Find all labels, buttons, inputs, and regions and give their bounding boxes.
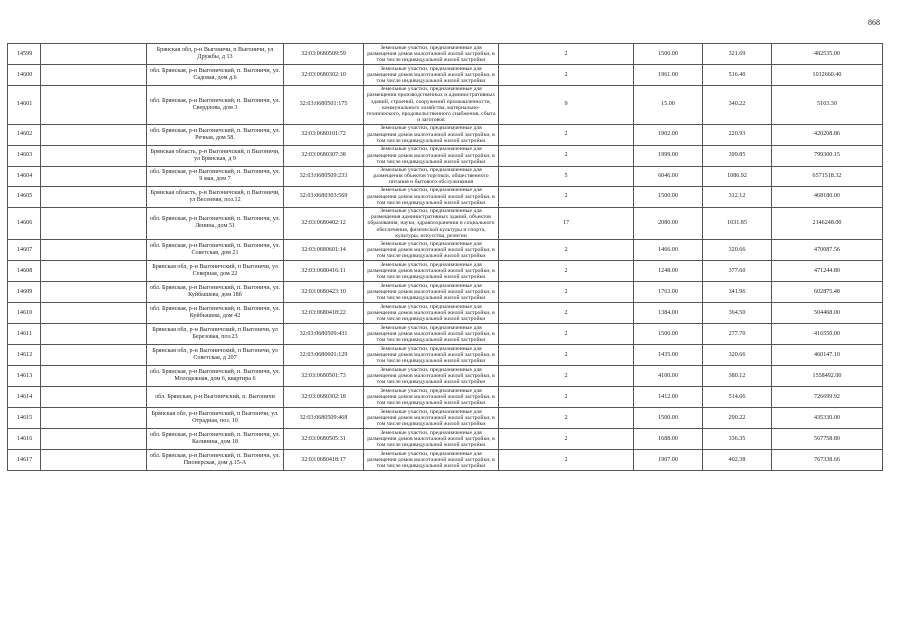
address-cell: обл. Брянская, р-н Выгоничский, п. Выгоничи, ул. Пионерская, дом д.15-А [147,450,284,471]
unit-price-cell: 340.22 [703,86,772,125]
row-number-cell: 14610 [8,303,41,324]
address-cell: обл. Брянская, р-н Выгоничский, п. Выгоничи, ул. Речная, дом 58. [147,124,284,145]
cadastral-value-cell: 460147.10 [772,345,883,366]
cadastral-value-cell: 602875.48 [772,282,883,303]
unit-price-cell: 377.60 [703,261,772,282]
cadastral-value-cell: 482535.00 [772,44,883,65]
area-cell: 1435.00 [634,345,703,366]
table-row [8,166,883,186]
row-number-cell: 14609 [8,282,41,303]
cadastral-number-cell: 32:03:0680302:18 [284,387,364,408]
row-number-cell: 14612 [8,345,41,366]
row-number-cell: 14614 [8,387,41,408]
cadastral-value-cell: 1012660.40 [772,65,883,86]
address-cell: обл. Брянская, р-н Выгоничский, п. Выгоничи, ул. Свердлова, дом 3 [147,86,284,125]
group-cell: 2 [499,345,634,366]
cadastral-number-cell: 32:03:0680307:38 [284,145,364,166]
area-cell: 2080.00 [634,207,703,239]
cadastral-number-cell: 32:03:0680501:73 [284,366,364,387]
table-row [8,186,883,207]
table-row [8,408,883,429]
unit-price-cell: 516.40 [703,65,772,86]
blank-cell [41,366,147,387]
table-row [8,387,883,408]
table-body [8,44,883,471]
cadastral-value-cell: 435330.00 [772,408,883,429]
blank-cell [41,207,147,239]
address-cell: обл. Брянская, р-н Выгоничский, п. Выгоничи, ул. Ленина, дом 51 [147,207,284,239]
unit-price-cell: 380.12 [703,366,772,387]
table-row [8,282,883,303]
cadastral-number-cell: 32:03:0680509:431 [284,324,364,345]
land-use-cell: Земельные участки, предназначенные для размещения домов малоэтажной жилой застройки, в том числе индивидуальной жилой застройки [364,387,499,408]
table-row [8,450,883,471]
unit-price-cell: 1086.92 [703,166,772,186]
cadastral-value-cell: 420208.86 [772,124,883,145]
address-cell: Брянская обл, р-н Выгоничи, п Выгоничи, ул Дружбы, д 13 [147,44,284,65]
row-number-cell: 14607 [8,240,41,261]
cadastral-number-cell: 32:03:0680302:10 [284,65,364,86]
group-cell: 2 [499,366,634,387]
table-row [8,345,883,366]
address-cell: Брянская обл, р-н Выгоничский, п Выгоничи, ул Северная, дом 22 [147,261,284,282]
address-cell: обл. Брянская, р-н Выгоничский, п. Выгоничи, ул. Куйбышева, дом 42 [147,303,284,324]
blank-cell [41,166,147,186]
table-row [8,261,883,282]
land-use-cell: Земельные участки, предназначенные для размещения домов малоэтажной жилой застройки, в том числе индивидуальной жилой застройки [364,240,499,261]
table-row [8,124,883,145]
cadastral-value-cell: 471244.80 [772,261,883,282]
area-cell: 1907.00 [634,450,703,471]
blank-cell [41,240,147,261]
address-cell: Брянская область, р-н Выгоничский, п Выгоничи, ул Брянская, д 9 [147,145,284,166]
blank-cell [41,303,147,324]
table-row [8,303,883,324]
land-use-cell: Земельные участки, предназначенные для размещения объектов торговли, общественного питания и бытового обслуживания [364,166,499,186]
blank-cell [41,387,147,408]
blank-cell [41,44,147,65]
row-number-cell: 14611 [8,324,41,345]
row-number-cell: 14606 [8,207,41,239]
blank-cell [41,145,147,166]
blank-cell [41,408,147,429]
group-cell: 2 [499,324,634,345]
land-use-cell: Земельные участки, предназначенные для размещения домов малоэтажной жилой застройки, в том числе индивидуальной жилой застройки [364,145,499,166]
row-number-cell: 14601 [8,86,41,125]
address-cell: обл. Брянская, р-н Выгоничский, п. Выгоничи [147,387,284,408]
cadastral-value-cell: 2146248.00 [772,207,883,239]
cadastral-number-cell: 32:03:0680505:31 [284,429,364,450]
area-cell: 1466.00 [634,240,703,261]
row-number-cell: 14603 [8,145,41,166]
area-cell: 1902.00 [634,124,703,145]
address-cell: обл. Брянская, р-н Выгоничский, п. Выгоничи, ул. 9 мая, дом 7 [147,166,284,186]
area-cell: 1688.00 [634,429,703,450]
area-cell: 1500.00 [634,408,703,429]
row-number-cell: 14615 [8,408,41,429]
area-cell: 1500.00 [634,44,703,65]
unit-price-cell: 364.50 [703,303,772,324]
cadastral-number-cell: 32:03:0680601:129 [284,345,364,366]
cadastral-value-cell: 799300.15 [772,145,883,166]
address-cell: Брянская обл, р-н Выгоничский, п Выгоничи, ул Советская, д 207 [147,345,284,366]
blank-cell [41,450,147,471]
cadastral-value-cell: 6571518.32 [772,166,883,186]
land-use-cell: Земельные участки, предназначенные для размещения домов малоэтажной жилой застройки, в том числе индивидуальной жилой застройки [364,303,499,324]
unit-price-cell: 1031.85 [703,207,772,239]
group-cell: 5 [499,166,634,186]
cadastral-number-cell: 32:03:0680501:175 [284,86,364,125]
blank-cell [41,86,147,125]
group-cell: 2 [499,186,634,207]
land-use-cell: Земельные участки, предназначенные для размещения домов малоэтажной жилой застройки, в том числе индивидуальной жилой застройки [364,429,499,450]
row-number-cell: 14604 [8,166,41,186]
row-number-cell: 14613 [8,366,41,387]
area-cell: 6046.00 [634,166,703,186]
group-cell: 17 [499,207,634,239]
group-cell: 2 [499,240,634,261]
unit-price-cell: 341.96 [703,282,772,303]
unit-price-cell: 220.93 [703,124,772,145]
area-cell: 1412.00 [634,387,703,408]
group-cell: 2 [499,124,634,145]
area-cell: 1248.00 [634,261,703,282]
cadastral-number-cell: 32:03:0680418:22 [284,303,364,324]
group-cell: 2 [499,303,634,324]
row-number-cell: 14617 [8,450,41,471]
cadastral-value-cell: 468180.00 [772,186,883,207]
table-row [8,429,883,450]
cadastral-value-table [7,43,883,471]
land-use-cell: Земельные участки, предназначенные для размещения домов малоэтажной жилой застройки, в том числе индивидуальной жилой застройки [364,261,499,282]
row-number-cell: 14608 [8,261,41,282]
area-cell: 1763.00 [634,282,703,303]
cadastral-value-cell: 416550.00 [772,324,883,345]
unit-price-cell: 402.38 [703,450,772,471]
table-row [8,207,883,239]
address-cell: обл. Брянская, р-н Выгоничский, п. Выгоничи, ул. Советская, дом 21 [147,240,284,261]
group-cell: 2 [499,450,634,471]
row-number-cell: 14616 [8,429,41,450]
address-cell: обл. Брянская, р-н Выгоничский, п. Выгоничи, ул. Калинина, дом 18 [147,429,284,450]
group-cell: 2 [499,282,634,303]
area-cell: 1500.00 [634,186,703,207]
area-cell: 1500.00 [634,324,703,345]
cadastral-number-cell: 32:03:0680402:12 [284,207,364,239]
blank-cell [41,261,147,282]
land-use-cell: Земельные участки, предназначенные для размещения домов малоэтажной жилой застройки, в том числе индивидуальной жилой застройки [364,124,499,145]
group-cell: 2 [499,408,634,429]
land-use-cell: Земельные участки, предназначенные для размещения домов малоэтажной жилой застройки, в том числе индивидуальной жилой застройки [364,366,499,387]
table-row [8,324,883,345]
address-cell: Брянская обл, р-н Выгоничский, п Выгоничи, ул. Отрадная, поз. 10 [147,408,284,429]
area-cell: 1961.00 [634,65,703,86]
blank-cell [41,345,147,366]
address-cell: Брянская обл, р-н Выгоничский, п Выгоничи, ул Березовая, поз.23 [147,324,284,345]
cadastral-number-cell: 32:03:0680416:11 [284,261,364,282]
unit-price-cell: 320.66 [703,240,772,261]
cadastral-number-cell: 32:03:0680509:468 [284,408,364,429]
group-cell: 2 [499,44,634,65]
cadastral-value-cell: 470087.56 [772,240,883,261]
table-row [8,145,883,166]
address-cell: обл. Брянская, р-н Выгоничский, п. Выгоничи, ул. Садовая, дом д.6 [147,65,284,86]
unit-price-cell: 514.66 [703,387,772,408]
land-use-cell: Земельные участки, предназначенные для размещения домов малоэтажной жилой застройки, в том числе индивидуальной жилой застройки [364,65,499,86]
area-cell: 4100.00 [634,366,703,387]
unit-price-cell: 321.69 [703,44,772,65]
cadastral-value-cell: 567758.80 [772,429,883,450]
blank-cell [41,429,147,450]
table-row [8,86,883,125]
unit-price-cell: 312.12 [703,186,772,207]
land-use-cell: Земельные участки, предназначенные для размещения домов малоэтажной жилой застройки, в том числе индивидуальной жилой застройки [364,345,499,366]
blank-cell [41,282,147,303]
group-cell: 9 [499,86,634,125]
row-number-cell: 14600 [8,65,41,86]
land-use-cell: Земельные участки, предназначенные для размещения домов малоэтажной жилой застройки, в том числе индивидуальной жилой застройки [364,282,499,303]
cadastral-number-cell: 32:03:0680509:59 [284,44,364,65]
land-use-cell: Земельные участки, предназначенные для размещения домов малоэтажной жилой застройки, в том числе индивидуальной жилой застройки [364,324,499,345]
group-cell: 2 [499,65,634,86]
page-number: 868 [868,18,880,27]
group-cell: 2 [499,429,634,450]
land-use-cell: Земельные участки, предназначенные для размещения домов малоэтажной жилой застройки, в том числе индивидуальной жилой застройки [364,450,499,471]
table-row [8,44,883,65]
unit-price-cell: 290.22 [703,408,772,429]
blank-cell [41,65,147,86]
blank-cell [41,186,147,207]
cadastral-number-cell: 32:03:0680303:569 [284,186,364,207]
row-number-cell: 14602 [8,124,41,145]
address-cell: обл. Брянская, р-н Выгоничский, п. Выгоничи, ул. Молодежная, дом 6, квартира 6 [147,366,284,387]
cadastral-value-cell: 504468.00 [772,303,883,324]
row-number-cell: 14605 [8,186,41,207]
group-cell: 2 [499,145,634,166]
area-cell: 15.00 [634,86,703,125]
cadastral-value-cell: 5103.30 [772,86,883,125]
unit-price-cell: 399.85 [703,145,772,166]
unit-price-cell: 277.70 [703,324,772,345]
cadastral-number-cell: 32:03:0680101:72 [284,124,364,145]
unit-price-cell: 320.66 [703,345,772,366]
blank-cell [41,324,147,345]
land-use-cell: Земельные участки, предназначенные для размещения административных зданий, объектов образования, науки, здравоохранения и социального обеспечения, физической культуры и спорта, культуры, искусства, религии [364,207,499,239]
area-cell: 1999.00 [634,145,703,166]
group-cell: 2 [499,261,634,282]
land-use-cell: Земельные участки, предназначенные для размещения производственных и административных зданий, строений, сооружений промышленности, коммунального хозяйства, материально-технического, продовольственного снабжения, сбыта и заготовок [364,86,499,125]
cadastral-value-cell: 767338.66 [772,450,883,471]
cadastral-value-cell: 1558492.00 [772,366,883,387]
cadastral-number-cell: 32:03:0680601:14 [284,240,364,261]
row-number-cell: 14599 [8,44,41,65]
address-cell: Брянская область, р-н Выгоничский, п Выгоничи, ул Весенняя, поз.12 [147,186,284,207]
area-cell: 1384.00 [634,303,703,324]
table-row [8,65,883,86]
cadastral-number-cell: 32:03:0680418:17 [284,450,364,471]
cadastral-number-cell: 32:03:0680509:233 [284,166,364,186]
address-cell: обл. Брянская, р-н Выгоничский, п. Выгоничи, ул. Куйбышева, дом 18б [147,282,284,303]
table-row [8,240,883,261]
table-row [8,366,883,387]
group-cell: 2 [499,387,634,408]
land-use-cell: Земельные участки, предназначенные для размещения домов малоэтажной жилой застройки, в том числе индивидуальной жилой застройки [364,44,499,65]
cadastral-value-cell: 726699.92 [772,387,883,408]
unit-price-cell: 336.35 [703,429,772,450]
land-use-cell: Земельные участки, предназначенные для размещения домов малоэтажной жилой застройки, в том числе индивидуальной жилой застройки [364,408,499,429]
land-use-cell: Земельные участки, предназначенные для размещения домов малоэтажной жилой застройки, в том числе индивидуальной жилой застройки [364,186,499,207]
cadastral-number-cell: 32:03:0680423:10 [284,282,364,303]
blank-cell [41,124,147,145]
